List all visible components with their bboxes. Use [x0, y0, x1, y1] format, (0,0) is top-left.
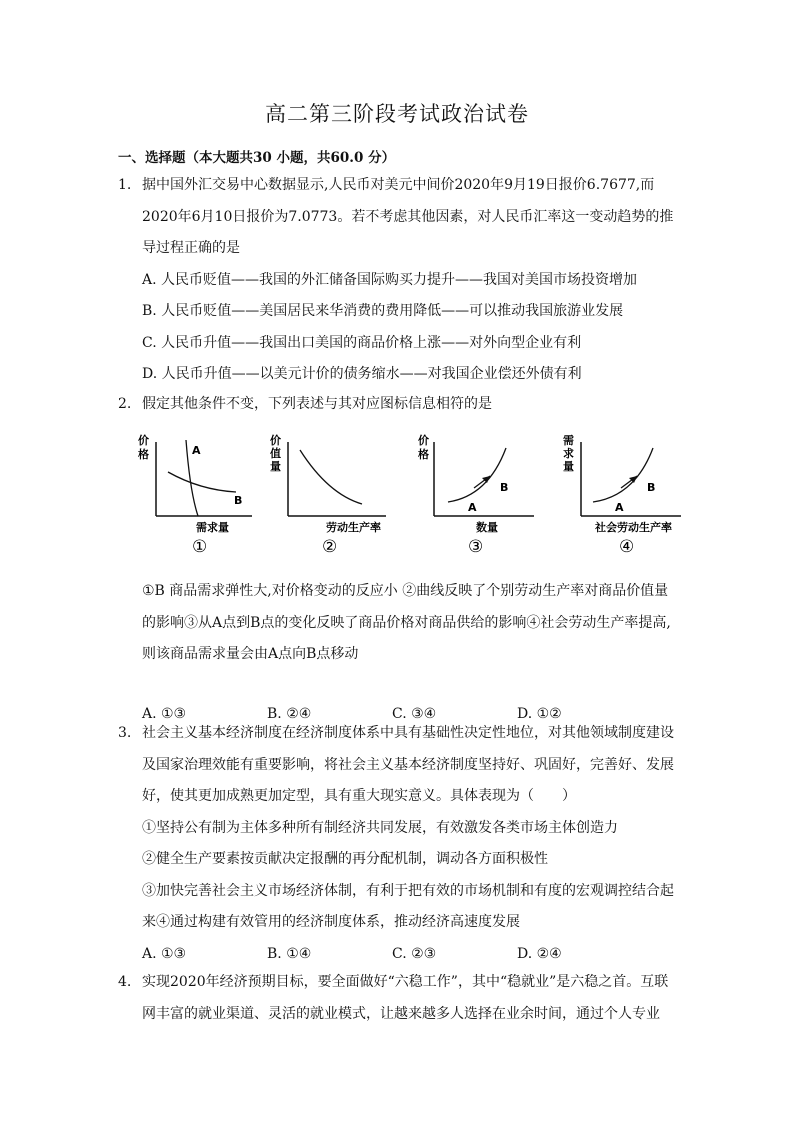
curve-b [168, 472, 236, 492]
graph-y-label: 量 [270, 460, 281, 473]
options-row [142, 939, 678, 971]
option-d: D. ①② [517, 705, 562, 722]
graph-y-label: 格 [138, 448, 149, 461]
question-stem: 据中国外汇交易中心数据显示,人民币对美元中间价2020年9月19日报价6.7677,而2020年6月10日报价为7.0773。若不考虑其他因素，对人民币汇率这一变动趋势的推导过程正确的是 [142, 177, 674, 256]
option-a: A. ①③ [142, 945, 187, 962]
statements-text: ①B 商品需求弹性大,对价格变动的反应小 ②曲线反映了个别劳动生产率对商品价值量的影响③从A点到B点的变化反映了商品价格对商品供给的影响④社会劳动生产率提高,则该商品需求量会由A点向B点移动 [142, 583, 671, 662]
graph-x-label: 需求量 [196, 521, 229, 534]
graph-caption: ④ [619, 537, 635, 557]
graph-y-label: 求 [563, 447, 574, 460]
label-a: A [468, 501, 477, 514]
option-b: B. 人民币贬值——美国居民来华消费的费用降低——可以推动我国旅游业发展 [142, 303, 624, 319]
option-a: A. ①③ [142, 705, 187, 722]
graph-3 [418, 432, 558, 562]
graph-x-label: 社会劳动生产率 [595, 521, 672, 534]
question-2 [118, 389, 678, 421]
label-a: A [192, 444, 201, 457]
question-stem: 假定其他条件不变，下列表述与其对应图标信息相符的是 [142, 396, 492, 412]
graph-y-label: 量 [563, 460, 574, 473]
page-title: 高二第三阶段考试政治试卷 [265, 102, 529, 126]
label-b: B [234, 494, 243, 507]
option-d: D. ②④ [517, 945, 562, 962]
question-4 [118, 967, 678, 1030]
graph-caption: ③ [468, 537, 484, 557]
question-2-statements [118, 576, 678, 730]
option-d: D. 人民币升值——以美元计价的债务缩水——对我国企业偿还外债有利 [142, 366, 582, 382]
question-1 [118, 170, 678, 391]
option-b: B. ①④ [267, 945, 312, 962]
question-3 [118, 718, 678, 970]
option-c: C. ②③ [392, 945, 437, 962]
arrow-icon [629, 476, 637, 483]
graph-y-label: 价 [270, 434, 281, 447]
graph-y-label: 价 [138, 434, 149, 447]
question-stem: 实现2020年经济预期目标，要全面做好“六稳工作”，其中“稳就业”是六稳之首。互联网丰富的就业渠道、灵活的就业模式，让越来越多人选择在业余时间，通过个人专业 [142, 974, 669, 1022]
question-stem: 社会主义基本经济制度在经济制度体系中具有基础性决定性地位，对其他领域制度建设及国家治理效能有重要影响，将社会主义基本经济制度坚持好、巩固好，完善好、发展好，使其更加成熟更加定型，具有重大现实意义。具体表现为（ ） [142, 725, 674, 804]
option-c: C. ③④ [392, 705, 437, 722]
statement-1: ①坚持公有制为主体多种所有制经济共同发展，有效激发各类市场主体创造力 [142, 819, 618, 836]
graph-panel [140, 432, 700, 562]
question-number: 3. [118, 725, 132, 741]
graph-x-label: 劳动生产率 [326, 521, 381, 534]
statement-3-4: ③加快完善社会主义市场经济体制，有利于把有效的市场机制和有度的宏观调控结合起来④通过构建有效管用的经济制度体系，推动经济高速度发展 [142, 882, 674, 930]
curve [448, 448, 509, 502]
question-number: 4. [118, 974, 132, 990]
label-b: B [500, 481, 509, 494]
curve [300, 450, 362, 504]
graph-y-label: 格 [418, 448, 429, 461]
option-c: C. 人民币升值——我国出口美国的商品价格上涨——对外向型企业有利 [142, 334, 582, 351]
label-b: B [647, 481, 656, 494]
graph-caption: ① [192, 537, 208, 557]
graph-4 [563, 432, 703, 562]
graph-2 [270, 432, 410, 562]
graph-y-label: 需 [563, 434, 574, 447]
curve [593, 448, 656, 502]
question-number: 2. [118, 396, 132, 412]
graph-x-label: 数量 [476, 521, 498, 534]
section-heading: 一、选择题（本大题共30 小题，共60.0 分） [118, 150, 396, 166]
option-a: A. 人民币贬值——我国的外汇储备国际购买力提升——我国对美国市场投资增加 [142, 271, 638, 288]
graph-caption: ② [322, 537, 338, 557]
graph-y-label: 值 [270, 447, 281, 460]
label-a: A [615, 501, 624, 514]
graph-1 [140, 432, 280, 562]
option-b: B. ②④ [267, 705, 312, 722]
statement-2: ②健全生产要素按贡献决定报酬的再分配机制，调动各方面积极性 [142, 851, 548, 867]
question-number: 1. [118, 177, 132, 193]
graph-y-label: 价 [418, 434, 429, 447]
